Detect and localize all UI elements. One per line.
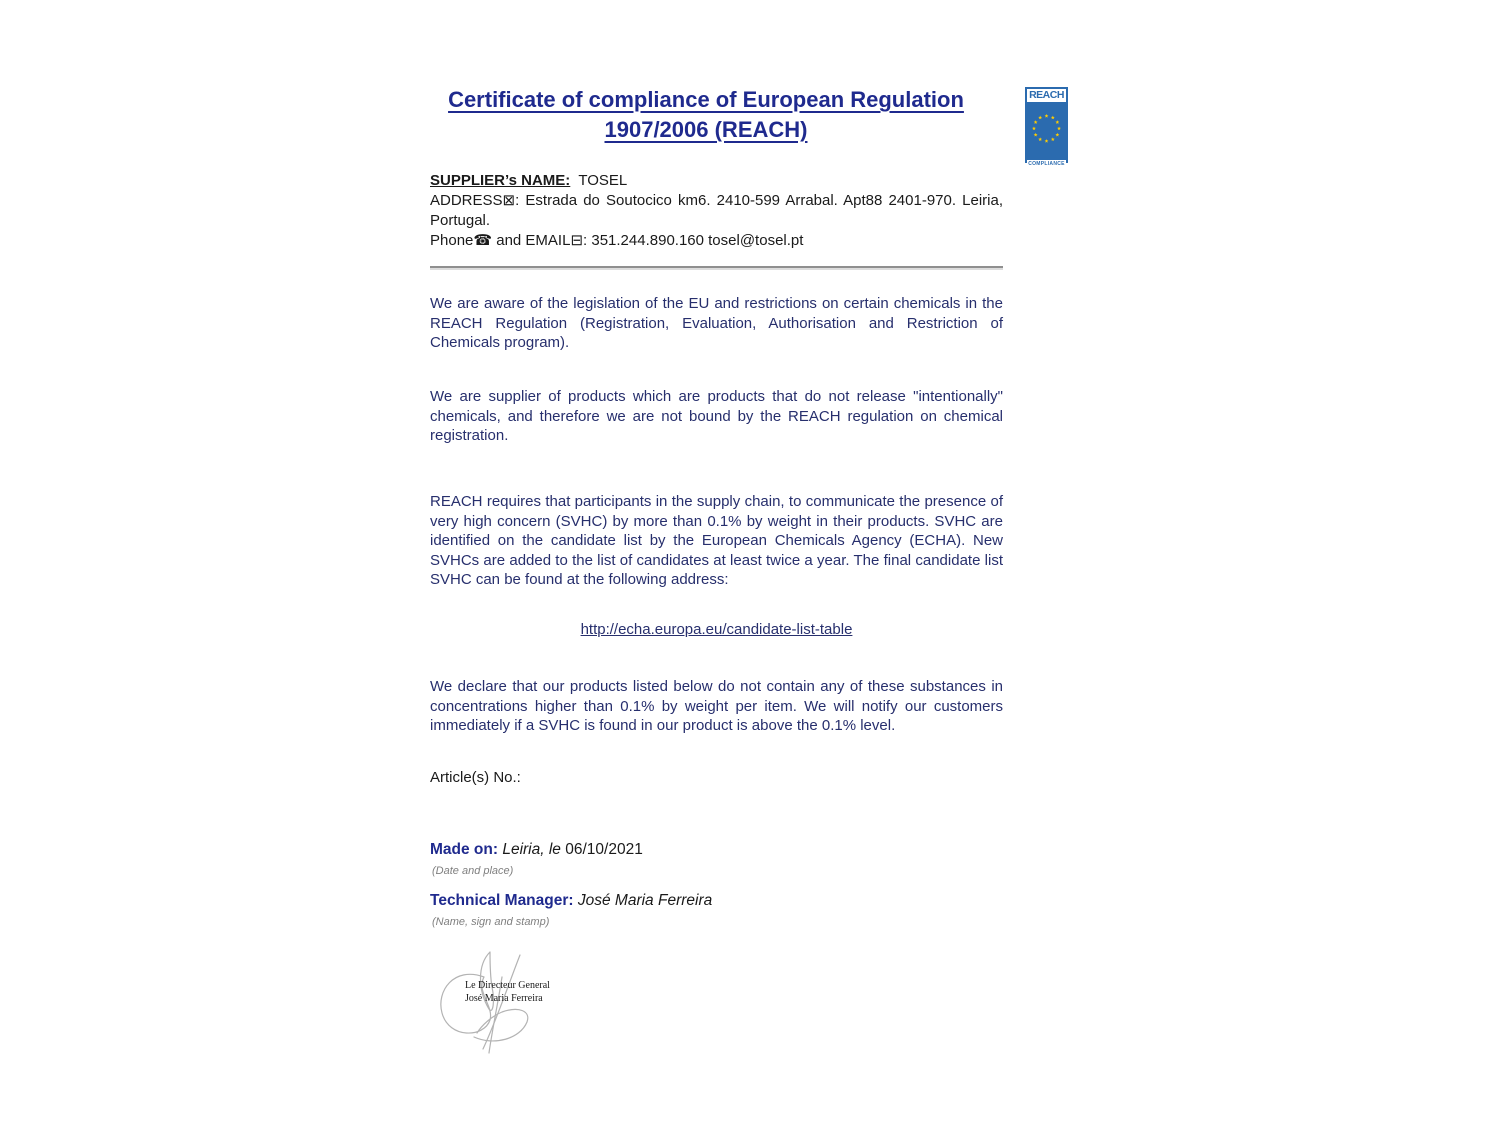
envelope-icon: ⊠ <box>502 192 516 209</box>
supplier-name-value: TOSEL <box>574 172 628 189</box>
computer-icon: ⊟ <box>570 232 584 249</box>
page-title <box>430 85 982 145</box>
reach-logo-header: REACH <box>1027 89 1066 104</box>
phone-icon: ☎ <box>473 232 493 249</box>
paragraph-reach-awareness: We are aware of the legislation of the EU and restrictions on certain chemicals in the REACH Regulation (Registration, Evaluation, Authorisation and Restriction of Chemicals program). <box>430 295 1003 351</box>
signature-scribble-icon <box>432 949 567 1064</box>
eu-stars-icon <box>1027 104 1066 153</box>
technical-manager-name: José Maria Ferreira <box>573 892 713 909</box>
supplier-block <box>430 171 1003 251</box>
reach-compliance-logo <box>1025 87 1068 167</box>
technical-manager-label: Technical Manager: <box>430 892 574 909</box>
eu-stars-field <box>1027 104 1066 158</box>
paragraph-declaration: We declare that our products listed below do not contain any of these substances in concentrations higher than 0.1% by weight per item. We will notify our customers immediately if a SVHC is found in our product is above the 0.1% level. <box>430 678 1003 734</box>
reach-logo-footer: COMPLIANCE <box>1027 158 1066 168</box>
address-value: : Estrada do Soutocico km6. 2410-599 Arrabal. Apt88 2401-970. Leiria, Portugal. <box>430 192 1003 229</box>
paragraph-svhc-requirements: REACH requires that participants in the supply chain, to communicate the presence of very high concern (SVHC) by more than 0.1% by weight in their products. SVHC are identified on the candidate list by the European Chemicals Agency (ECHA). New SVHCs are added to the list of candidates at least twice a year. The final candidate list SVHC can be found at the following address: <box>430 493 1003 588</box>
articles-number-label: Article(s) No.: <box>430 769 521 786</box>
supplier-address-line <box>430 191 1003 231</box>
technical-manager-line <box>430 892 712 910</box>
certificate-document <box>430 85 1065 1085</box>
phone-label: Phone <box>430 232 474 249</box>
address-label: ADDRESS <box>430 192 503 209</box>
page-title-line2: 1907/2006 (REACH) <box>604 117 808 142</box>
signature-title: Le Directeur General <box>465 980 550 991</box>
supplier-name-line <box>430 171 1003 191</box>
page-title-line1: Certificate of compliance of European Regulation <box>448 87 964 112</box>
made-on-date: 06/10/2021 <box>560 841 643 858</box>
candidate-list-link-line <box>430 621 1003 638</box>
signature-text <box>465 979 550 1005</box>
email-label: and EMAIL <box>492 232 571 249</box>
signature-area <box>432 949 567 1064</box>
signature-name: José Maria Ferreira <box>465 993 543 1004</box>
contact-value: : 351.244.890.160 tosel@tosel.pt <box>583 232 804 249</box>
date-place-note: (Date and place) <box>432 865 514 877</box>
made-on-line <box>430 841 643 859</box>
supplier-name-label: SUPPLIER’s NAME: <box>430 172 571 189</box>
supplier-contact-line <box>430 231 1003 251</box>
made-on-label: Made on: <box>430 841 499 858</box>
candidate-list-link[interactable]: http://echa.europa.eu/candidate-list-table <box>580 621 853 638</box>
paragraph-supplier-statement: We are supplier of products which are products that do not release "intentionally" chemicals, and therefore we are not bound by the REACH regulation on chemical registration. <box>430 388 1003 444</box>
name-sign-stamp-note: (Name, sign and stamp) <box>432 916 550 928</box>
made-on-place: Leiria, le <box>498 841 561 858</box>
section-divider <box>430 266 1003 268</box>
